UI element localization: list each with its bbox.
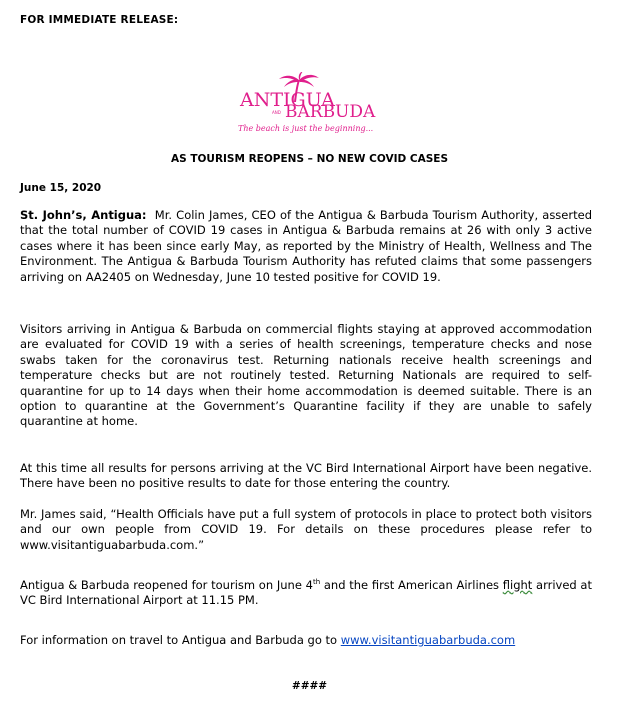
paragraph-5-middle: and the first American Airlines xyxy=(320,577,503,592)
paragraph-3: At this time all results for persons arriving at the VC Bird International Airport have been negative. There have been no positive results to date for those entering the country. xyxy=(20,461,592,491)
paragraph-1 xyxy=(20,208,592,285)
paragraph-1-text: Mr. Colin James, CEO of the Antigua & Barbuda Tourism Authority, asserted that the total number of COVID 19 cases in Antigua & Barbuda remains at 26 with only 3 active cases where it has been since early May, as reported by the Ministry of Health, Wellness and The Environment. The Antigua & Barbuda Tourism Authority has refuted claims that some passengers arriving on AA2405 on Wednesday, June 10 tested positive for COVID 19. xyxy=(20,208,592,284)
paragraph-5 xyxy=(20,575,592,609)
logo-line2: BARBUDA xyxy=(285,102,376,122)
antigua-barbuda-logo xyxy=(232,72,382,138)
paragraph-5-start: Antigua & Barbuda reopened for tourism on June 4 xyxy=(20,577,313,592)
ordinal-suffix: th xyxy=(312,578,321,586)
logo-and: AND xyxy=(272,110,281,115)
paragraph-6 xyxy=(20,633,592,648)
logo-tagline: The beach is just the beginning... xyxy=(238,124,374,133)
paragraph-2: Visitors arriving in Antigua & Barbuda on commercial flights staying at approved accommodation are evaluated for COVID 19 with a series of health screenings, temperature checks and nose swabs taken for the coronavirus test. Returning nationals receive health screenings and temperature checks but are not routinely tested. Returning Nationals are required to self-quarantine for up to 14 days when their home accommodation is deemed suitable. There is an option to quarantine at the Government’s Quarantine facility if they are unable to safely quarantine at home. xyxy=(20,322,592,429)
dateline: St. John’s, Antigua: xyxy=(20,208,147,222)
info-text: For information on travel to Antigua and Barbuda go to xyxy=(20,633,341,647)
logo-line1: ANTIGUA xyxy=(240,89,335,111)
website-link[interactable]: www.visitantiguabarbuda.com xyxy=(340,633,516,647)
headline: AS TOURISM REOPENS – NO NEW COVID CASES xyxy=(170,153,449,165)
spellcheck-flagged-word: flight xyxy=(502,577,533,592)
paragraph-5-end: arrived at VC Bird International Airport at 11.15 PM. xyxy=(20,577,592,608)
release-heading: FOR IMMEDIATE RELEASE: xyxy=(20,14,179,26)
end-marker: #### xyxy=(291,680,328,692)
release-date: June 15, 2020 xyxy=(20,182,102,194)
paragraph-4: Mr. James said, “Health Officials have put a full system of protocols in place to protect both visitors and our own people from COVID 19. For details on these procedures please refer to www.visitantiguabarbuda.com.” xyxy=(20,507,592,552)
